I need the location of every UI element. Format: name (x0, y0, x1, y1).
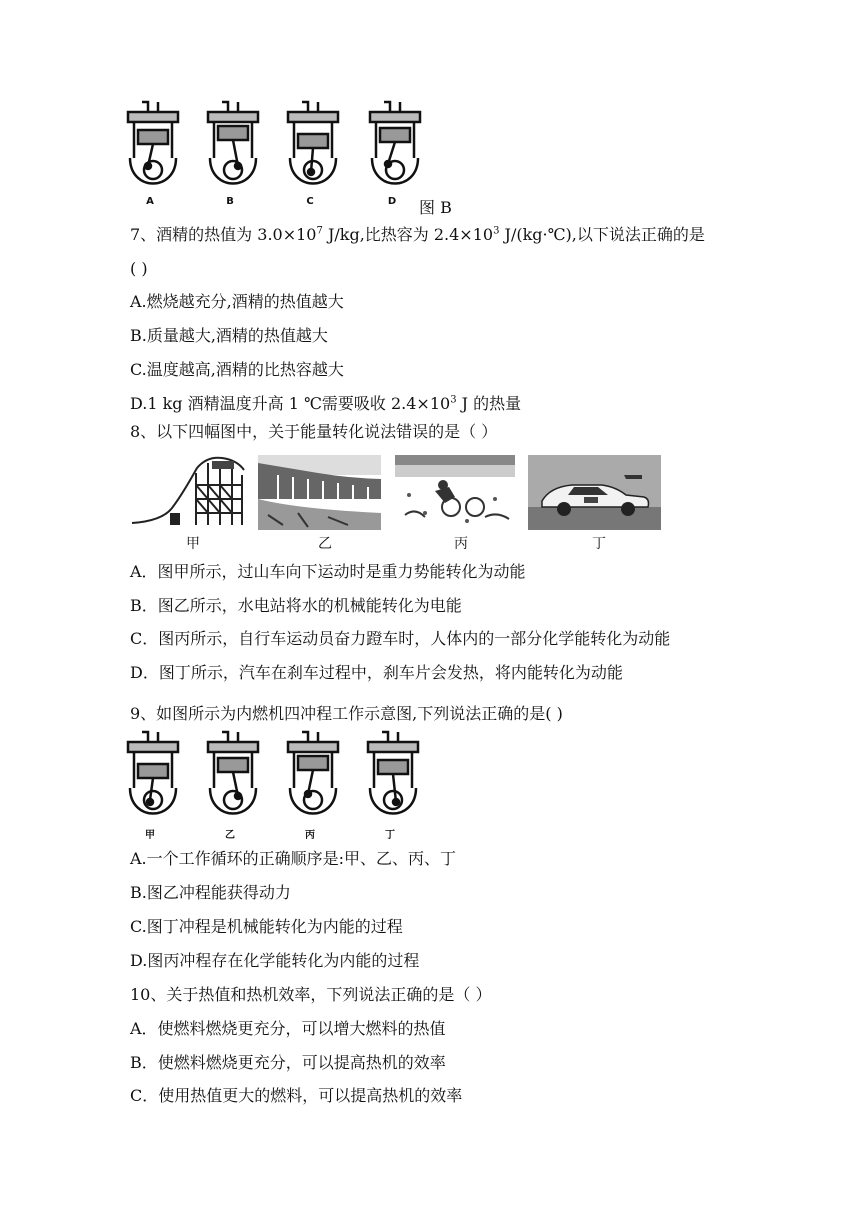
photo-label: 甲 (186, 536, 200, 552)
q7-stem (130, 225, 705, 245)
q7-option-d-text: D.1 kg 酒精温度升高 1 ℃需要吸收 2.4×10 (130, 394, 451, 413)
photo-label: 丙 (454, 536, 468, 552)
q7-option-d-exponent: 3 (450, 394, 457, 406)
q8-option-d: D．图丁所示，汽车在刹车过程中，刹车片会发热，将内能转化为动能 (130, 663, 623, 682)
q9-stem: 9、如图所示为内燃机四冲程工作示意图,下列说法正确的是( ) (130, 704, 563, 723)
q8-option-c: C．图丙所示，自行车运动员奋力蹬车时，人体内的一部分化学能转化为动能 (130, 629, 671, 648)
q7-stem-exponent: 7 (316, 225, 323, 237)
q8-option-a: A．图甲所示，过山车向下运动时是重力势能转化为动能 (130, 562, 526, 581)
q7-option-a: A.燃烧越充分,酒精的热值越大 (130, 292, 344, 311)
photo-cyclist (395, 455, 515, 530)
engine-diagram-yi (204, 730, 268, 840)
engine-label: 甲 (145, 830, 155, 841)
engine-label: C (306, 196, 314, 207)
q7-stem-text: 7、酒精的热值为 3.0×10 (130, 225, 317, 244)
q9-option-d: D.图丙冲程存在化学能转化为内能的过程 (130, 951, 420, 970)
q10-option-a: A．使燃料燃烧更充分，可以增大燃料的热值 (130, 1019, 446, 1038)
q10-stem: 10、关于热值和热机效率，下列说法正确的是（ ） (130, 985, 492, 1004)
engine-label: D (387, 196, 397, 207)
engine-diagram-jia (124, 730, 188, 840)
engine-label: 丁 (385, 830, 395, 841)
q9-option-c: C.图丁冲程是机械能转化为内能的过程 (130, 917, 403, 936)
q8-option-b: B．图乙所示，水电站将水的机械能转化为电能 (130, 596, 462, 615)
photo-label: 乙 (318, 536, 332, 552)
figure-caption: 图 B (419, 198, 452, 217)
q9-option-a: A.一个工作循环的正确顺序是:甲、乙、丙、丁 (130, 849, 457, 868)
engine-label: A (146, 196, 154, 207)
q7-stem-text: J/kg,比热容为 2.4×10 (322, 225, 494, 244)
q7-answer-paren: ( ) (130, 259, 148, 278)
q9-option-b: B.图乙冲程能获得动力 (130, 883, 291, 902)
engine-label: B (226, 196, 234, 207)
photo-race-car (528, 455, 661, 530)
photo-hydro-station (258, 455, 381, 530)
engine-diagram-a (124, 100, 188, 210)
q10-option-b: B．使燃料燃烧更充分，可以提高热机的效率 (130, 1053, 446, 1072)
engine-diagram-bing (284, 730, 348, 840)
engine-label: 丙 (305, 830, 315, 841)
engine-diagram-b (204, 100, 268, 210)
photo-roller-coaster (130, 455, 247, 530)
q7-option-c: C.温度越高,酒精的比热容越大 (130, 360, 344, 379)
q7-option-d-text: J 的热量 (456, 394, 522, 413)
engine-diagram-c (284, 100, 348, 210)
q10-option-c: C．使用热值更大的燃料，可以提高热机的效率 (130, 1086, 463, 1105)
q7-option-b: B.质量越大,酒精的热值越大 (130, 326, 328, 345)
engine-diagram-d (366, 100, 430, 210)
photo-label: 丁 (592, 536, 606, 552)
engine-label: 乙 (225, 830, 235, 841)
q8-stem: 8、以下四幅图中，关于能量转化说法错误的是（ ） (130, 422, 498, 441)
q7-option-d (130, 394, 521, 414)
q7-stem-exponent: 3 (493, 225, 500, 237)
q7-stem-text: J/(kg·℃),以下说法正确的是 (499, 225, 705, 244)
engine-diagram-ding (364, 730, 428, 840)
